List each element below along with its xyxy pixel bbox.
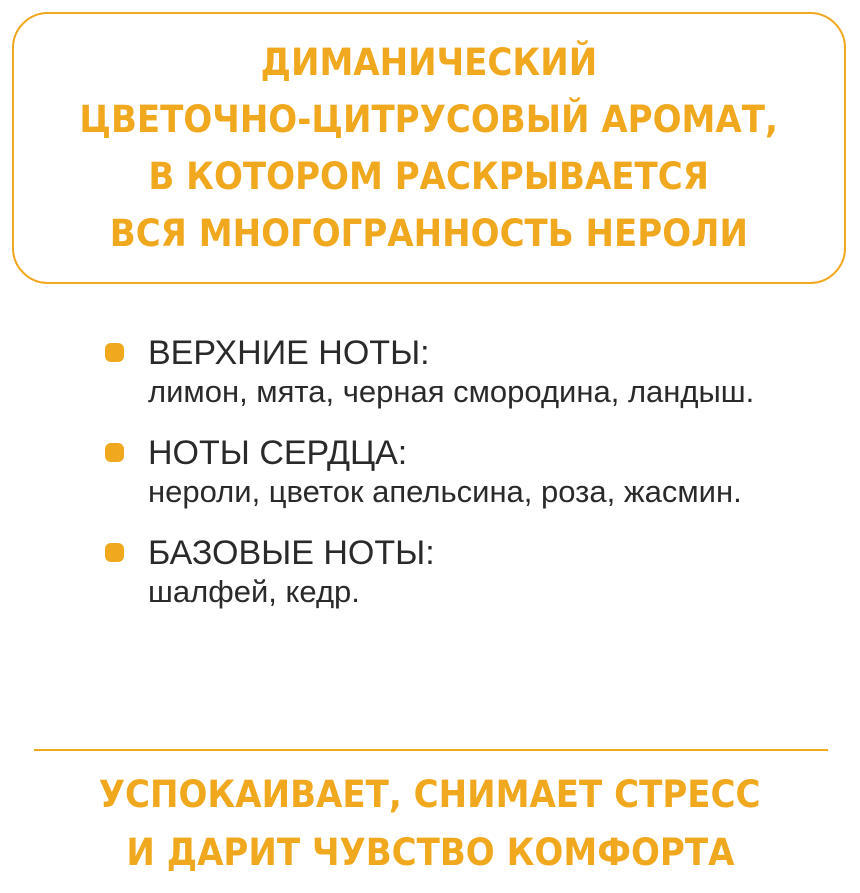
- note-text: лимон, мята, черная смородина, ландыш.: [148, 374, 755, 409]
- note-title: ВЕРХНИЕ НОТЫ:: [148, 334, 430, 372]
- headline-line-3: В КОТОРОМ РАСКРЫВАЕТСЯ: [148, 155, 710, 198]
- notes-list: [105, 333, 825, 633]
- note-item-top: [105, 333, 825, 411]
- headline-line-1: ДИМАНИЧЕСКИЙ: [260, 41, 598, 84]
- footer-line-2: И ДАРИТ ЧУВСТВО КОМФОРТА: [125, 831, 734, 874]
- note-item-heart: [105, 433, 825, 511]
- headline-line-2: ЦВЕТОЧНО-ЦИТРУСОВЫЙ АРОМАТ,: [79, 98, 779, 141]
- bullet-icon: [105, 343, 124, 362]
- footer-tagline: [0, 766, 860, 882]
- note-item-base: [105, 533, 825, 611]
- bullet-icon: [105, 543, 124, 562]
- headline-line-4: ВСЯ МНОГОГРАННОСТЬ НЕРОЛИ: [109, 212, 749, 255]
- headline-box: [12, 12, 846, 284]
- note-title: БАЗОВЫЕ НОТЫ:: [148, 534, 435, 572]
- divider: [34, 749, 828, 751]
- note-text: нероли, цветок апельсина, роза, жасмин.: [148, 474, 742, 509]
- note-title: НОТЫ СЕРДЦА:: [148, 434, 408, 472]
- bullet-icon: [105, 443, 124, 462]
- footer-line-1: УСПОКАИВАЕТ, СНИМАЕТ СТРЕСС: [99, 773, 761, 816]
- note-text: шалфей, кедр.: [148, 574, 360, 609]
